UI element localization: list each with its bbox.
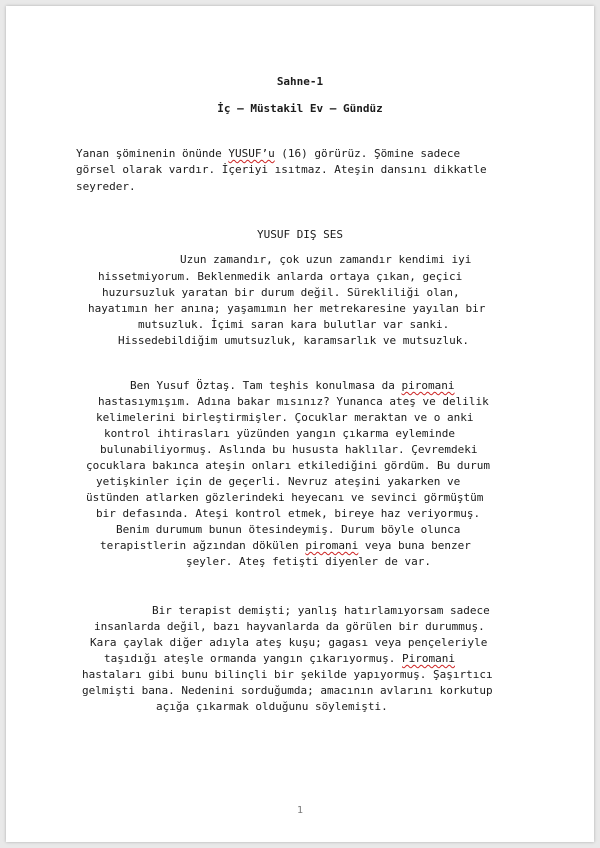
term-underlined: piromani [305, 539, 359, 552]
dialogue-line: gelmişti bana. Nedenini sorduğumda; amacının avlarını korkutup [82, 684, 493, 697]
dialogue-line: terapistlerin ağzından dökülen piromani veya buna benzer [100, 539, 471, 552]
dialogue-line: Ben Yusuf Öztaş. Tam teşhis konulmasa da piromani [130, 379, 455, 392]
dialogue-line: üstünden atlarken gözlerindeki heyecanı ve sevinci görmüştüm [86, 491, 484, 504]
dialogue-line: hayatımın her anına; yaşamımın her metrekaresine yayılan bir [88, 302, 486, 315]
term-underlined: Piromani [402, 652, 455, 665]
character-cue: YUSUF DIŞ SES [256, 228, 344, 241]
dialogue-line: Kara çaylak diğer adıyla ateş kuşu; gagası veya pençeleriyle [90, 636, 488, 649]
dialogue-line: bir defasında. Ateşi kontrol etmek, bireye haz veriyormuş. [96, 507, 481, 520]
dialogue-line: hastasıymışım. Adına bakar mısınız? Yunanca ateş ve delilik [98, 395, 489, 408]
dialogue-line: taşıdığı ateşle ormanda yangın çıkarıyormuş. Piromani [104, 652, 455, 665]
dialogue-line: yetişkinler için de geçerli. Nevruz ateşini yakarken ve [96, 475, 461, 488]
dialogue-line: bulunabiliyormuş. Aslında bu hususta haklılar. Çevremdeki [100, 443, 478, 456]
dialogue-line: hastaları gibi bunu bilinçli bir şekilde yapıyormuş. Şaşırtıcı [82, 668, 493, 681]
action-line: görsel olarak vardır. İçeriyi ısıtmaz. Ateşin dansını dikkatle [76, 163, 487, 176]
dialogue-line: hissetmiyorum. Beklenmedik anlarda ortaya çıkan, geçici [98, 270, 463, 283]
action-line: seyreder. [76, 180, 136, 193]
action-line: Yanan şöminenin önünde YUSUF’u (16) görürüz. Şömine sadece [76, 147, 461, 160]
dialogue-line: şeyler. Ateş fetişti diyenler de var. [186, 555, 432, 568]
dialogue-line: açığa çıkarmak olduğunu söylemişti. [156, 700, 388, 713]
dialogue-line: kontrol ihtirasları yüzünden yangın çıkarma eyleminde [104, 427, 455, 440]
dialogue-line: çocuklara bakınca ateşin onları etkilediğini gördüm. Bu durum [86, 459, 490, 472]
dialogue-line: mutsuzluk. İçimi saran kara bulutlar var sanki. [138, 318, 450, 331]
term-underlined: piromani [401, 379, 455, 392]
dialogue-line: Bir terapist demişti; yanlış hatırlamıyorsam sadece [152, 604, 490, 617]
dialogue-line: kelimelerini birleştirmişler. Çocuklar meraktan ve o anki [96, 411, 474, 424]
scene-heading: Sahne-1 [276, 75, 324, 88]
dialogue-line: insanlarda değil, bazı hayvanlarda da görülen bir durummuş. [94, 620, 485, 633]
dialogue-line: Benim durumum bunun ötesindeymiş. Durum böyle olunca [116, 523, 461, 536]
page-number: 1 [296, 805, 304, 816]
scene-slugline: İç – Müstakil Ev – Gündüz [217, 102, 383, 115]
dialogue-line: Hissedebildiğim umutsuzluk, karamsarlık ve mutsuzluk. [118, 334, 469, 347]
script-page [6, 6, 594, 842]
dialogue-line: huzursuzluk yaratan bir durum değil. Sürekliliği olan, [102, 286, 460, 299]
dialogue-line: Uzun zamandır, çok uzun zamandır kendimi iyi [180, 253, 472, 266]
character-name-underlined: YUSUF’u [228, 147, 275, 160]
